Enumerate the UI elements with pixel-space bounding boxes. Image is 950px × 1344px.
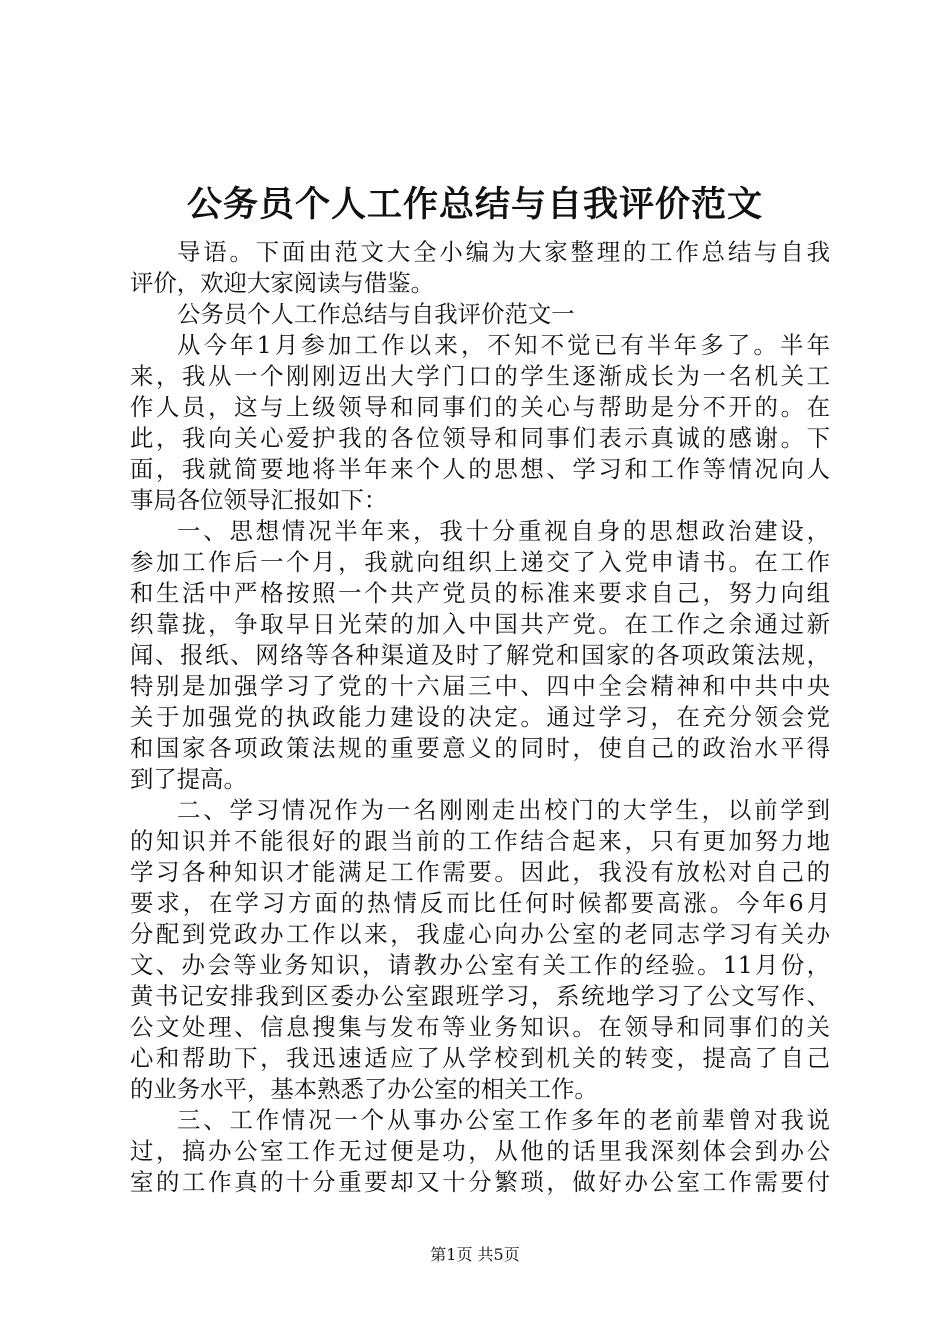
text-line: 的知识并不能很好的跟当前的工作结合起来，只有更加努力地	[130, 827, 830, 855]
text-line: 心和帮助下，我迅速适应了从学校到机关的转变，提高了自己	[130, 1044, 830, 1072]
text-line: 作人员，这与上级领导和同事们的关心与帮助是分不开的。在	[130, 393, 830, 421]
text-line: 闻、报纸、网络等各种渠道及时了解党和国家的各项政策法规，	[130, 641, 830, 669]
text-line: 参加工作后一个月，我就向组织上递交了入党申请书。在工作	[130, 548, 830, 576]
text-line: 三、工作情况一个从事办公室工作多年的老前辈曾对我说	[177, 1106, 830, 1134]
text-line: 到了提高。	[130, 765, 247, 793]
text-line: 从今年1月参加工作以来，不知不觉已有半年多了。半年	[177, 331, 830, 359]
text-line: 过，搞办公室工作无过便是功，从他的话里我深刻体会到办公	[130, 1137, 830, 1165]
text-line: 文、办会等业务知识，请教办公室有关工作的经验。11月份，	[130, 951, 830, 979]
text-line: 一、思想情况半年来，我十分重视自身的思想政治建设，	[177, 517, 830, 545]
text-line: 事局各位领导汇报如下：	[130, 486, 388, 514]
text-line: 面，我就简要地将半年来个人的思想、学习和工作等情况向人	[130, 455, 830, 483]
text-line: 要求，在学习方面的热情反而比任何时候都要高涨。今年6月	[130, 889, 830, 917]
text-line: 评价，欢迎大家阅读与借鉴。	[130, 269, 435, 297]
text-line: 二、学习情况作为一名刚刚走出校门的大学生，以前学到	[177, 796, 830, 824]
text-line: 和国家各项政策法规的重要意义的同时，使自己的政治水平得	[130, 734, 830, 762]
text-line: 室的工作真的十分重要却又十分繁琐，做好办公室工作需要付	[130, 1168, 830, 1196]
text-line: 的业务水平，基本熟悉了办公室的相关工作。	[130, 1075, 598, 1103]
text-line: 和生活中严格按照一个共产党员的标准来要求自己，努力向组	[130, 579, 830, 607]
page-number-footer: 第1页 共5页	[430, 1245, 520, 1264]
section-heading: 公务员个人工作总结与自我评价范文一	[177, 300, 575, 328]
text-line: 分配到党政办工作以来，我虚心向办公室的老同志学习有关办	[130, 920, 830, 948]
document-title: 公务员个人工作总结与自我评价范文	[186, 184, 763, 225]
document-body	[130, 237, 830, 1198]
text-line: 学习各种知识才能满足工作需要。因此，我没有放松对自己的	[130, 858, 830, 886]
text-line: 来，我从一个刚刚迈出大学门口的学生逐渐成长为一名机关工	[130, 362, 830, 390]
text-line: 黄书记安排我到区委办公室跟班学习，系统地学习了公文写作、	[130, 982, 830, 1010]
text-line: 特别是加强学习了党的十六届三中、四中全会精神和中共中央	[130, 672, 830, 700]
text-line: 关于加强党的执政能力建设的决定。通过学习，在充分领会党	[130, 703, 830, 731]
text-line: 公文处理、信息搜集与发布等业务知识。在领导和同事们的关	[130, 1013, 830, 1041]
text-line: 导语。下面由范文大全小编为大家整理的工作总结与自我	[177, 238, 830, 266]
text-line: 此，我向关心爱护我的各位领导和同事们表示真诚的感谢。下	[130, 424, 830, 452]
text-line: 织靠拢，争取早日光荣的加入中国共产党。在工作之余通过新	[130, 610, 830, 638]
